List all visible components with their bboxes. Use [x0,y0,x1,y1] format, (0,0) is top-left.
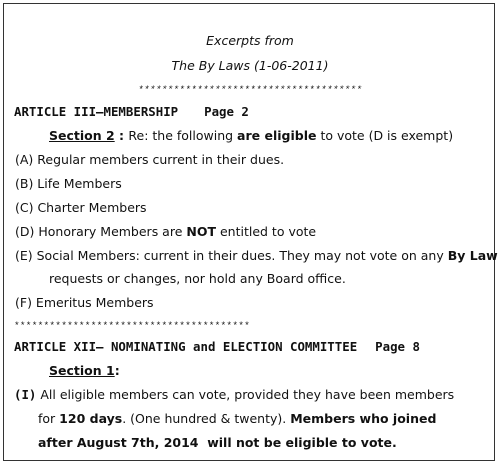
section-1-label: Section 1 [49,363,115,378]
item-i-line-1 [14,387,454,403]
list-item-d [15,224,316,240]
item-i-pre: for [38,411,60,426]
item-i-days: 120 days [59,411,123,426]
list-item-e-bold: By Law [447,248,498,263]
list-item-e-pre: (E) Social Members: current in their dues. They may not vote on any [15,248,448,263]
section-2-label: Section 2 [49,128,115,143]
header-line-1: Excerpts from [206,33,294,48]
list-item-c: (C) Charter Members [15,200,147,215]
stars-divider-bottom: **************************************** [14,320,251,331]
list-item-d-pre: (D) Honorary Members are [15,224,187,239]
list-item-b: (B) Life Members [15,176,122,191]
item-i-joined: Members who joined [290,411,437,426]
item-i-mid: . (One hundred & twenty). [122,411,291,426]
article-3-page: Page 2 [204,104,249,119]
article-12-title: ARTICLE XII– NOMINATING and ELECTION COMMITTEE [14,339,358,354]
list-item-d-bold: NOT [186,224,216,239]
section-2-intro-bold: are eligible [237,128,317,143]
item-i-text-1: All eligible members can vote, provided they have been members [36,387,455,402]
section-2-line [49,128,453,144]
article-12-page: Page 8 [375,339,420,354]
item-i-line-3: after August 7th, 2014 will not be eligible to vote. [38,435,397,450]
list-item-d-post: entitled to vote [216,224,317,239]
stars-divider-top: ************************************** [137,84,363,95]
list-item-a: (A) Regular members current in their dues. [15,152,285,167]
list-item-f: (F) Emeritus Members [15,295,154,310]
section-2-intro-b: to vote (D is exempt) [316,128,454,143]
section-2-intro-a: Re: the following [128,128,238,143]
article-3-title: ARTICLE III—MEMBERSHIP [14,104,179,119]
list-item-e-line-1 [15,248,498,264]
article-12-heading [14,339,420,355]
list-item-e-line-2: requests or changes, nor hold any Board office. [49,271,346,286]
item-i-line-2 [38,411,436,427]
article-3-heading [14,104,249,120]
header-line-2: The By Laws (1-06-2011) [171,58,329,73]
section-1-line [49,363,120,379]
item-i-label: (I) [14,387,37,402]
section-2-colon: : [114,128,129,143]
section-1-colon: : [114,363,120,378]
